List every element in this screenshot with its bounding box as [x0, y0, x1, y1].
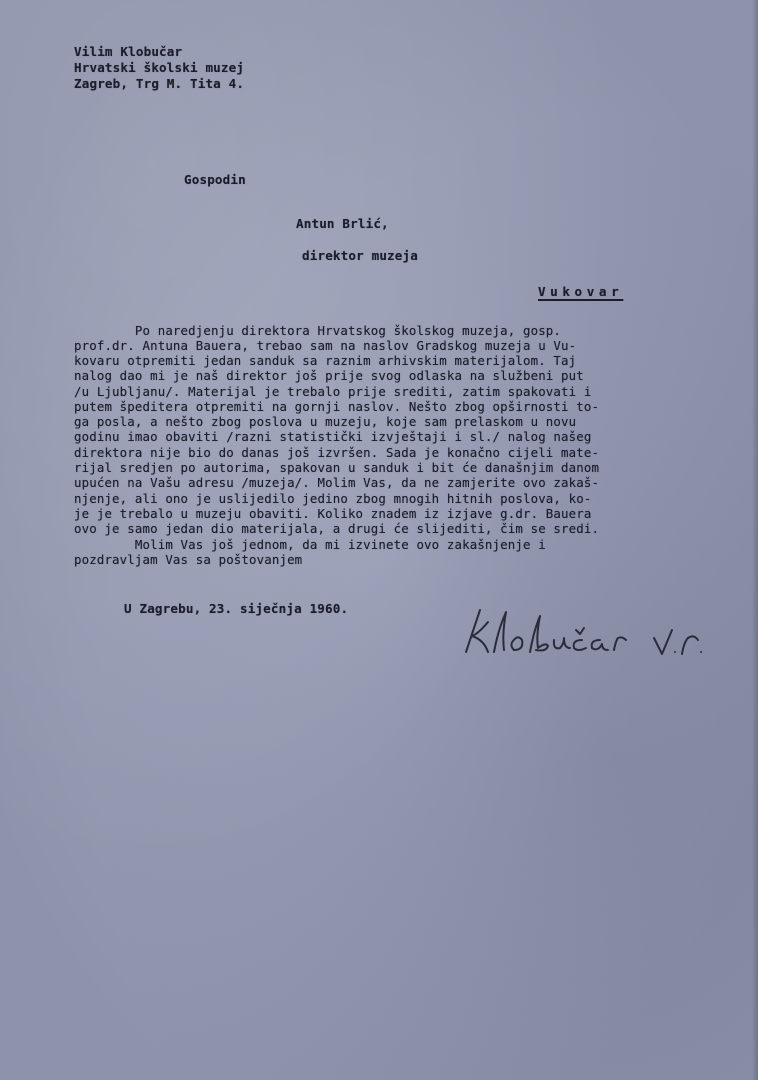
body-line: direktora nije bio do danas još izvršen. Sada je konačno cijeli mate- — [74, 445, 600, 460]
body-line: Molim Vas još jednom, da mi izvinete ovo zakašnjenje i — [74, 537, 546, 552]
sender-address: Zagreb, Trg M. Tita 4. — [74, 76, 245, 91]
body-line: nalog dao mi je naš direktor još prije svog odlaska na službeni put — [74, 368, 584, 383]
body-line: upućen na Vašu adresu /muzeja/. Molim Vas, da ne zamjerite ovo zakaš- — [74, 475, 600, 490]
recipient-name: Antun Brlić, — [296, 216, 389, 231]
body-line: rijal sredjen po autorima, spakovan u sanduk i bit će današnjim danom — [74, 460, 600, 475]
body-line: ovo je samo jedan dio materijala, a drugi će slijediti, čim se sredi. — [74, 521, 600, 536]
handwritten-signature — [458, 600, 708, 670]
place-date: U Zagrebu, 23. siječnja 1960. — [124, 601, 349, 616]
body-line: prof.dr. Antuna Bauera, trebao sam na naslov Gradskog muzeja u Vu- — [74, 338, 577, 353]
body-line: je je trebalo u muzeju obaviti. Koliko znadem iz izjave g.dr. Bauera — [74, 506, 592, 521]
sender-institution: Hrvatski školski muzej — [74, 60, 245, 75]
body-line: putem špeditera otpremiti na gornji naslov. Nešto zbog opširnosti to- — [74, 399, 600, 414]
sender-name: Vilim Klobučar — [74, 44, 183, 59]
body-line: /u Ljubljanu/. Materijal je trebalo prije srediti, zatim spakovati i — [74, 384, 592, 399]
body-line: ga posla, a nešto zbog poslova u muzeju, koje sam prelaskom u novu — [74, 414, 577, 429]
body-line: njenje, ali ono je uslijedilo jedino zbog mnogih hitnih poslova, ko- — [74, 491, 592, 506]
recipient-title: direktor muzeja — [302, 248, 418, 263]
body-line: kovaru otpremiti jedan sanduk sa raznim arhivskim materijalom. Taj — [74, 353, 577, 368]
body-line: pozdravljam Vas sa poštovanjem — [74, 552, 303, 567]
body-line: godinu imao obaviti /razni statistički izvještaji i sl./ nalog našeg — [74, 429, 592, 444]
page-edge-shadow — [752, 0, 758, 1080]
recipient-city: Vukovar — [538, 284, 624, 299]
recipient-salutation: Gospodin — [184, 172, 246, 187]
body-line: Po naredjenju direktora Hrvatskog školskog muzeja, gosp. — [74, 323, 562, 338]
